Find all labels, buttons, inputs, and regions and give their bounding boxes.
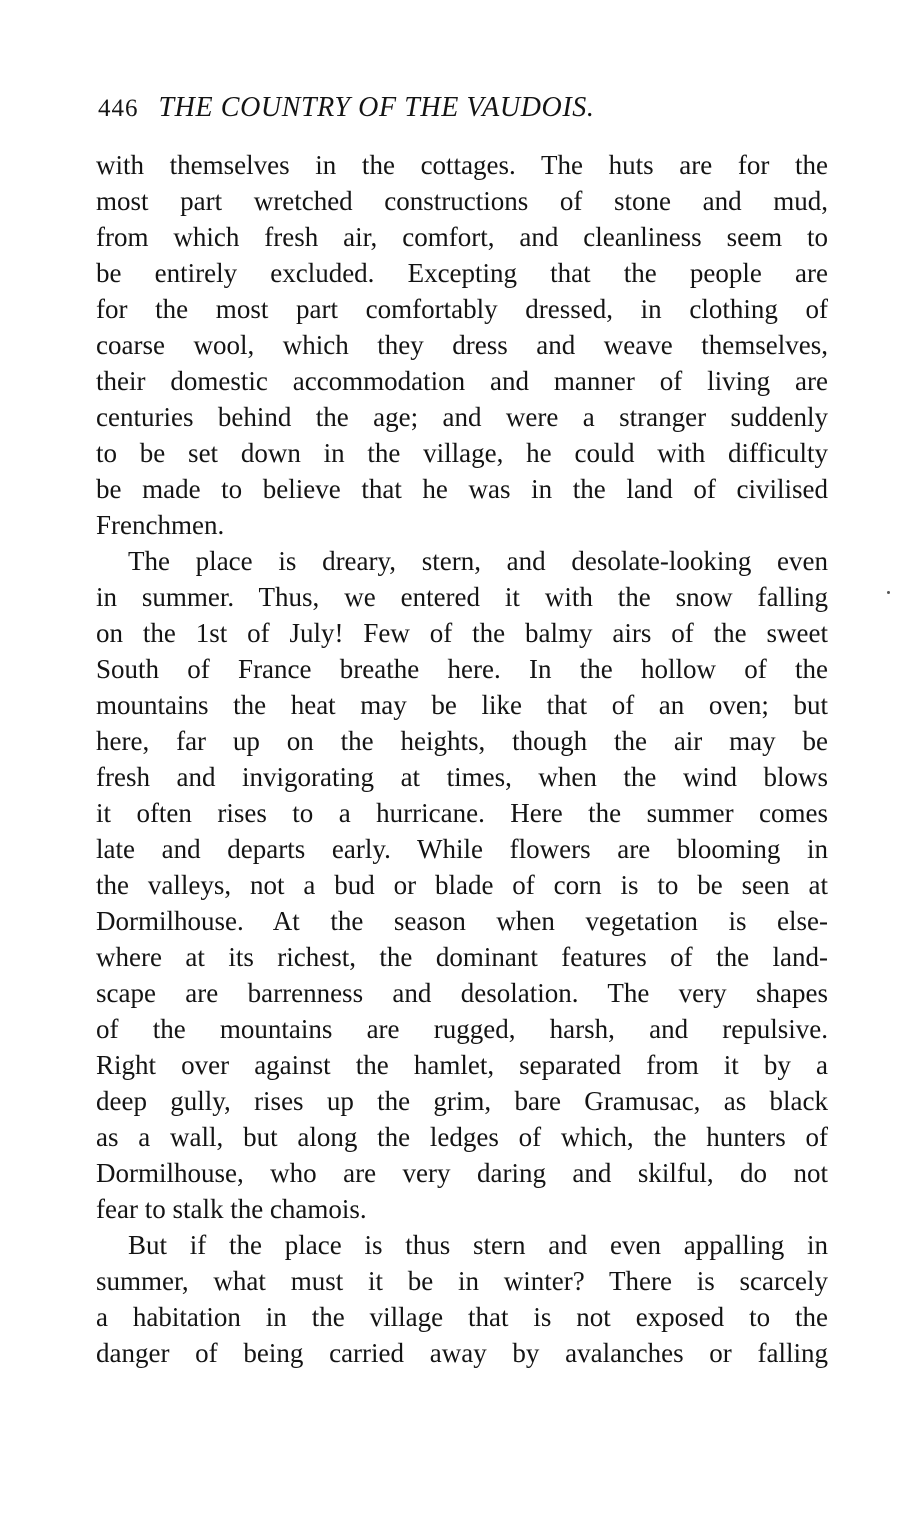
- text-line: for the most part comfortably dressed, in clothing of: [96, 294, 828, 324]
- text-line: of the mountains are rugged, harsh, and repulsive.: [96, 1014, 828, 1044]
- text-line: from which fresh air, comfort, and cleanliness seem to: [96, 222, 828, 252]
- running-head: THE COUNTRY OF THE VAUDOIS.: [158, 92, 595, 123]
- text-line: deep gully, rises up the grim, bare Gramusac, as black: [96, 1086, 828, 1116]
- text-line: Right over against the hamlet, separated from it by a: [96, 1050, 828, 1080]
- text-line: But if the place is thus stern and even appalling in: [128, 1230, 828, 1260]
- text-line: as a wall, but along the ledges of which, the hunters of: [96, 1122, 828, 1152]
- text-line: a habitation in the village that is not exposed to the: [96, 1302, 828, 1332]
- text-line: scape are barrenness and desolation. The very shapes: [96, 978, 828, 1008]
- text-line: The place is dreary, stern, and desolate-looking even: [128, 546, 828, 576]
- text-line: most part wretched constructions of stone and mud,: [96, 186, 828, 216]
- text-line: mountains the heat may be like that of an oven; but: [96, 690, 828, 720]
- text-line: Dormilhouse, who are very daring and skilful, do not: [96, 1158, 828, 1188]
- text-line: where at its richest, the dominant features of the land-: [96, 942, 828, 972]
- text-line: fresh and invigorating at times, when the wind blows: [96, 762, 828, 792]
- text-line: to be set down in the village, he could with difficulty: [96, 438, 828, 468]
- body-text: [96, 147, 828, 1371]
- paragraph: [96, 543, 828, 1227]
- text-line: be made to believe that he was in the land of civilised: [96, 474, 828, 504]
- page-header: [98, 92, 828, 132]
- text-line: be entirely excluded. Excepting that the people are: [96, 258, 828, 288]
- text-line: with themselves in the cottages. The huts are for the: [96, 150, 828, 180]
- text-line: centuries behind the age; and were a stranger suddenly: [96, 402, 828, 432]
- paragraph: [96, 1227, 828, 1371]
- text-line: Frenchmen.: [96, 510, 225, 540]
- text-line: the valleys, not a bud or blade of corn is to be seen at: [96, 870, 828, 900]
- text-line: danger of being carried away by avalanches or falling: [96, 1338, 828, 1368]
- text-line: in summer. Thus, we entered it with the snow falling: [96, 582, 828, 612]
- scan-speck: [887, 591, 890, 594]
- text-line: coarse wool, which they dress and weave themselves,: [96, 330, 828, 360]
- text-line: their domestic accommodation and manner of living are: [96, 366, 828, 396]
- text-line: fear to stalk the chamois.: [96, 1194, 367, 1224]
- paragraph: [96, 147, 828, 543]
- text-line: Dormilhouse. At the season when vegetation is else-: [96, 906, 828, 936]
- text-line: summer, what must it be in winter? There is scarcely: [96, 1266, 828, 1296]
- text-line: South of France breathe here. In the hollow of the: [96, 654, 828, 684]
- text-line: on the 1st of July! Few of the balmy airs of the sweet: [96, 618, 828, 648]
- page-number: 446: [98, 95, 139, 122]
- text-line: here, far up on the heights, though the air may be: [96, 726, 828, 756]
- text-line: it often rises to a hurricane. Here the summer comes: [96, 798, 828, 828]
- text-line: late and departs early. While flowers are blooming in: [96, 834, 828, 864]
